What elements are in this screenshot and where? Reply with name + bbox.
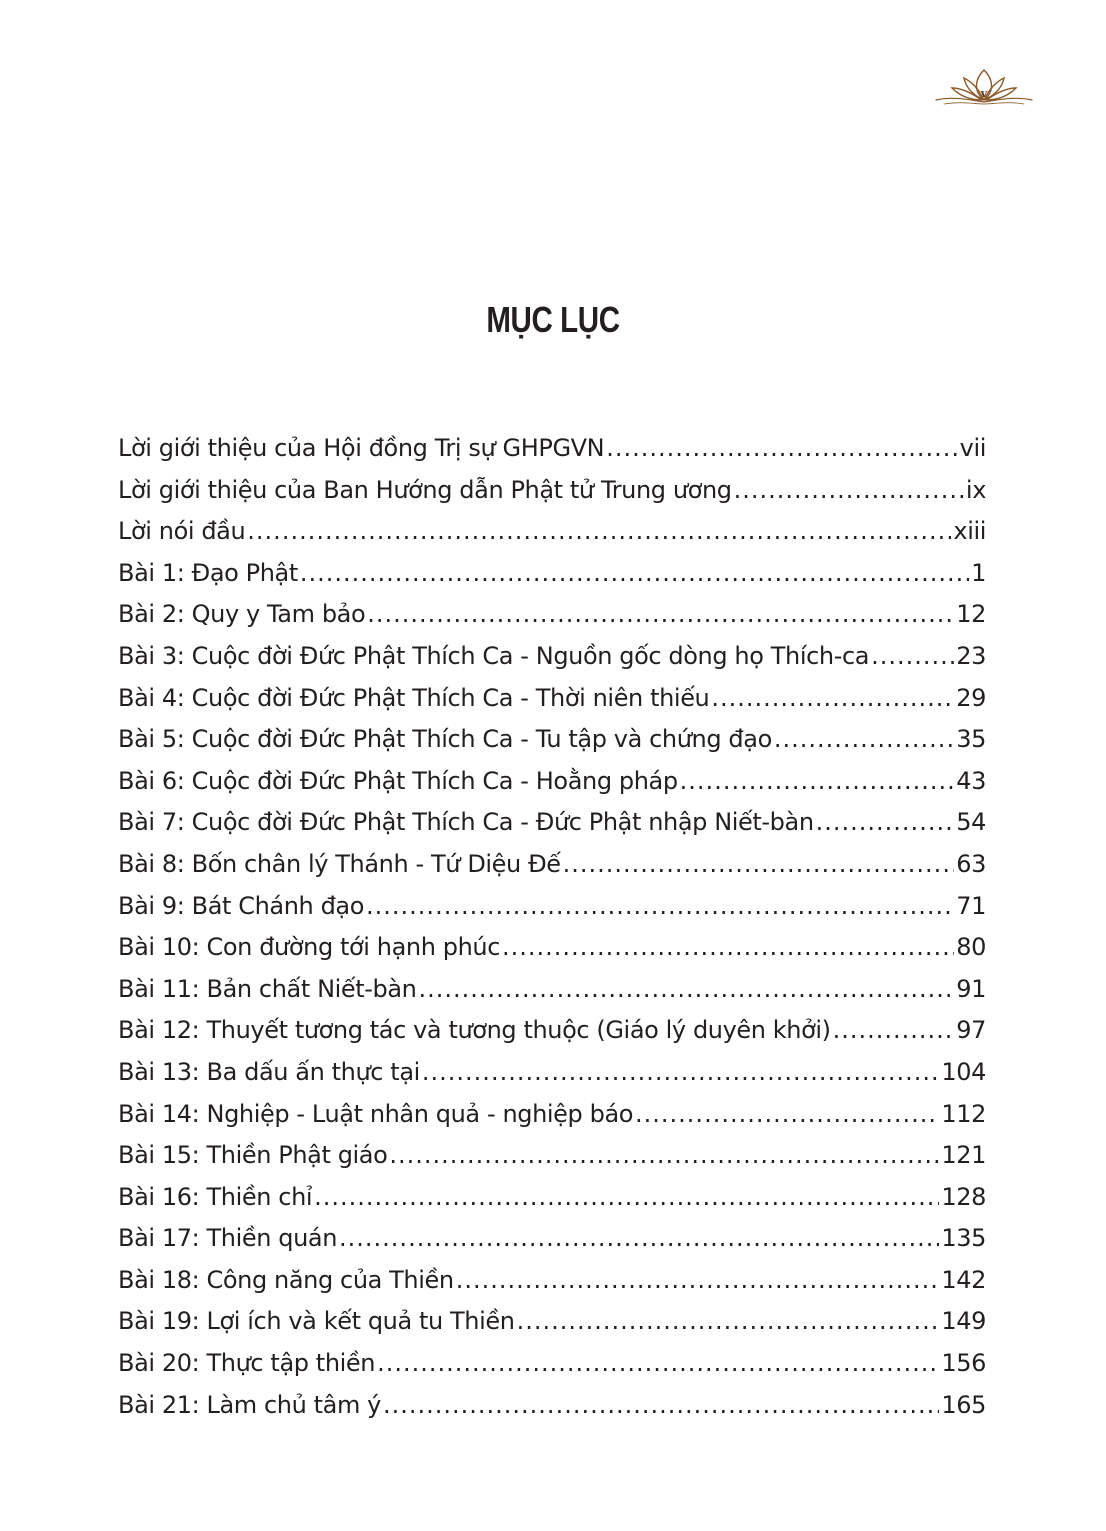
toc-entry-page-number: 156 — [941, 1349, 986, 1378]
toc-entry-page-number: xiii — [953, 517, 986, 546]
toc-entry-title: Bài 21: Làm chủ tâm ý — [118, 1390, 381, 1419]
toc-entry-page-number: 112 — [941, 1099, 986, 1128]
page-number: v — [980, 87, 988, 100]
toc-entry-title: Lời giới thiệu của Ban Hướng dẫn Phật tử Trung ương — [118, 475, 732, 504]
toc-entry-title: Bài 12: Thuyết tương tác và tương thuộc (Giáo lý duyên khởi) — [118, 1016, 831, 1045]
toc-entry[interactable] — [118, 1094, 986, 1136]
page-number-ornament — [934, 66, 1034, 110]
dot-leader — [502, 927, 954, 969]
dot-leader — [314, 1177, 939, 1219]
toc-entry-page-number: 165 — [941, 1390, 986, 1419]
dot-leader — [517, 1301, 940, 1343]
toc-entry[interactable] — [118, 719, 986, 761]
toc-entry-page-number: 149 — [941, 1307, 986, 1336]
toc-entry[interactable] — [118, 636, 986, 678]
toc-entry-page-number: 35 — [956, 725, 986, 754]
toc-entry[interactable] — [118, 1301, 986, 1343]
toc-entry-title: Bài 11: Bản chất Niết-bàn — [118, 974, 417, 1003]
table-of-contents — [118, 428, 986, 1426]
toc-entry[interactable] — [118, 844, 986, 886]
toc-entry-title: Bài 4: Cuộc đời Đức Phật Thích Ca - Thời niên thiếu — [118, 683, 710, 712]
toc-entry-page-number: 1 — [971, 558, 986, 587]
dot-leader — [606, 428, 957, 470]
dot-leader — [871, 636, 954, 678]
dot-leader — [456, 1260, 940, 1302]
dot-leader — [680, 761, 955, 803]
dot-leader — [300, 553, 969, 595]
toc-entry[interactable] — [118, 1177, 986, 1219]
dot-leader — [833, 1010, 955, 1052]
toc-entry-page-number: 43 — [956, 766, 986, 795]
toc-entry-title: Bài 2: Quy y Tam bảo — [118, 600, 366, 629]
toc-entry-title: Bài 3: Cuộc đời Đức Phật Thích Ca - Nguồn gốc dòng họ Thích-ca — [118, 641, 870, 670]
toc-entry-page-number: 12 — [956, 600, 986, 629]
dot-leader — [383, 1385, 939, 1427]
toc-entry-page-number: 91 — [956, 974, 986, 1003]
toc-entry[interactable] — [118, 802, 986, 844]
toc-entry-page-number: 29 — [956, 683, 986, 712]
toc-entry-title: Bài 15: Thiền Phật giáo — [118, 1141, 388, 1170]
toc-entry[interactable] — [118, 1260, 986, 1302]
toc-entry[interactable] — [118, 1343, 986, 1385]
dot-leader — [367, 594, 954, 636]
toc-entry-title: Bài 6: Cuộc đời Đức Phật Thích Ca - Hoằng pháp — [118, 766, 678, 795]
toc-entry[interactable] — [118, 1052, 986, 1094]
toc-entry-page-number: 80 — [956, 933, 986, 962]
toc-entry-page-number: 142 — [941, 1265, 986, 1294]
dot-leader — [377, 1343, 939, 1385]
dot-leader — [366, 886, 954, 928]
toc-entry-title: Bài 18: Công năng của Thiền — [118, 1265, 454, 1294]
toc-entry[interactable] — [118, 678, 986, 720]
toc-entry[interactable] — [118, 761, 986, 803]
toc-entry[interactable] — [118, 1385, 986, 1427]
dot-leader — [339, 1218, 939, 1260]
toc-entry[interactable] — [118, 886, 986, 928]
toc-entry-page-number: ix — [965, 475, 986, 504]
toc-entry-page-number: 97 — [956, 1016, 986, 1045]
toc-entry[interactable] — [118, 428, 986, 470]
dot-leader — [734, 470, 964, 512]
toc-entry-page-number: 54 — [956, 808, 986, 837]
toc-entry[interactable] — [118, 969, 986, 1011]
toc-entry[interactable] — [118, 470, 986, 512]
dot-leader — [635, 1094, 939, 1136]
dot-leader — [389, 1135, 939, 1177]
dot-leader — [711, 678, 954, 720]
toc-entry-page-number: vii — [959, 434, 986, 462]
toc-entry-title: Lời giới thiệu của Hội đồng Trị sự GHPGVN — [118, 434, 605, 462]
toc-entry-title: Bài 1: Đạo Phật — [118, 558, 298, 587]
toc-entry[interactable] — [118, 927, 986, 969]
toc-entry-page-number: 71 — [956, 891, 986, 920]
toc-entry-title: Bài 19: Lợi ích và kết quả tu Thiền — [118, 1307, 515, 1336]
dot-leader — [419, 969, 955, 1011]
toc-entry-title: Bài 20: Thực tập thiền — [118, 1349, 376, 1378]
toc-entry[interactable] — [118, 1010, 986, 1052]
toc-entry-title: Bài 14: Nghiệp - Luật nhân quả - nghiệp báo — [118, 1099, 634, 1128]
toc-entry-title: Bài 8: Bốn chân lý Thánh - Tứ Diệu Đế — [118, 849, 561, 878]
toc-entry[interactable] — [118, 553, 986, 595]
dot-leader — [774, 719, 954, 761]
toc-entry-page-number: 104 — [941, 1057, 986, 1086]
toc-entry-title: Bài 5: Cuộc đời Đức Phật Thích Ca - Tu tập và chứng đạo — [118, 725, 772, 754]
toc-entry-title: Lời nói đầu — [118, 517, 246, 546]
toc-entry-title: Bài 10: Con đường tới hạnh phúc — [118, 933, 501, 962]
dot-leader — [247, 511, 951, 553]
toc-entry-title: Bài 16: Thiền chỉ — [118, 1182, 313, 1211]
dot-leader — [422, 1052, 939, 1094]
toc-entry-page-number: 121 — [941, 1141, 986, 1170]
toc-entry-title: Bài 7: Cuộc đời Đức Phật Thích Ca - Đức Phật nhập Niết-bàn — [118, 808, 814, 837]
toc-entry[interactable] — [118, 511, 986, 553]
dot-leader — [563, 844, 955, 886]
dot-leader — [816, 802, 955, 844]
toc-entry-page-number: 128 — [941, 1182, 986, 1211]
toc-entry[interactable] — [118, 1135, 986, 1177]
toc-entry-title: Bài 17: Thiền quán — [118, 1224, 338, 1253]
toc-entry-title: Bài 13: Ba dấu ấn thực tại — [118, 1057, 420, 1086]
toc-entry-page-number: 135 — [941, 1224, 986, 1253]
toc-entry-page-number: 23 — [956, 641, 986, 670]
toc-entry[interactable] — [118, 1218, 986, 1260]
toc-entry-title: Bài 9: Bát Chánh đạo — [118, 891, 365, 920]
page-title: MỤC LỤC — [486, 299, 620, 340]
toc-entry-page-number: 63 — [956, 849, 986, 878]
toc-entry[interactable] — [118, 594, 986, 636]
